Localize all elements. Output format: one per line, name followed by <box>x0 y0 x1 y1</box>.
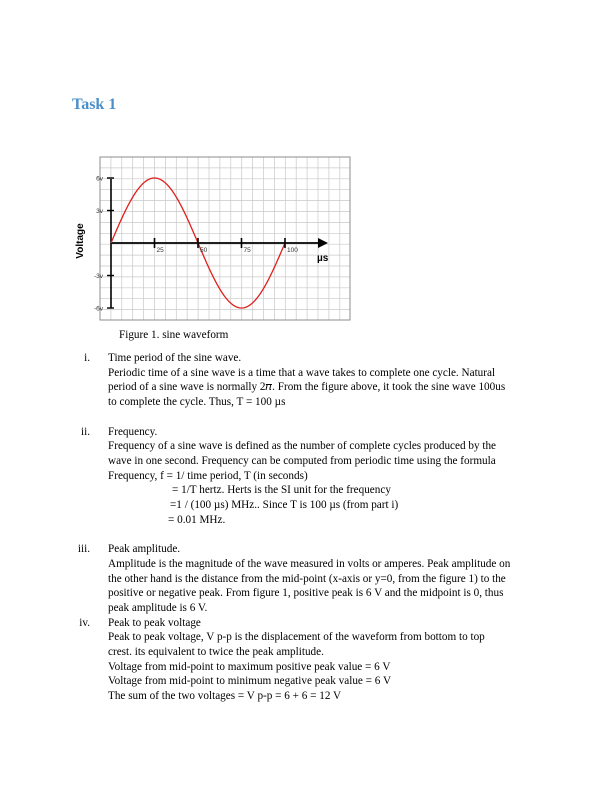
y-tick-label: -3v <box>93 273 103 280</box>
list-item <box>0 616 612 704</box>
figure-caption: Figure 1. sine waveform <box>119 329 229 341</box>
item-text-line: positive or negative peak. From figure 1, positive peak is 6 V and the midpoint is 0, thus <box>108 587 504 600</box>
item-heading: Peak to peak voltage <box>108 616 201 629</box>
item-text-line: Voltage from mid-point to maximum positive peak value = 6 V <box>108 660 391 673</box>
item-number: i. <box>84 352 90 364</box>
formula-line: = 0.01 MHz. <box>168 513 226 526</box>
x-tick-label: 25 <box>156 247 164 254</box>
chart-grid <box>100 157 350 320</box>
y-tick-label: 3v <box>96 208 103 215</box>
item-text-line: Amplitude is the magnitude of the wave measured in volts or amperes. Peak amplitude on <box>108 557 511 570</box>
item-text-line: period of a sine wave is normally 2𝜋. From the figure above, it took the sine wave 100us <box>108 381 506 394</box>
item-text-line: Frequency of a sine wave is defined as the number of complete cycles produced by the <box>108 440 497 453</box>
y-tick-label: -6v <box>93 305 103 313</box>
y-tick-label: 6v <box>96 175 103 183</box>
item-text-line: peak amplitude is 6 V. <box>108 601 208 614</box>
x-tick-label: 75 <box>243 247 251 254</box>
formula-line: = 1/T hertz. Herts is the SI unit for the frequency <box>172 484 391 497</box>
item-heading: Time period of the sine wave. <box>108 352 242 364</box>
task-heading: Task 1 <box>72 96 117 113</box>
x-axis-unit-label: µs <box>317 253 329 264</box>
item-text-line: Frequency, f = 1/ time period, T (in seconds) <box>108 469 308 482</box>
x-axis-arrowhead <box>318 238 328 248</box>
item-text-line: wave in one second. Frequency can be computed from periodic time using the formula <box>108 454 496 467</box>
item-heading: Frequency. <box>108 425 158 438</box>
item-text-line: Peak to peak voltage, V p-p is the displacement of the waveform from bottom to top <box>108 631 485 644</box>
item-heading: Peak amplitude. <box>108 543 181 556</box>
item-text-line: The sum of the two voltages = V p-p = 6 + 6 = 12 V <box>108 690 342 703</box>
x-tick-label: 100 <box>287 247 298 254</box>
x-tick-label: 50 <box>200 247 208 254</box>
item-text-line: the other hand is the distance from the mid-point (x-axis or y=0, from the figure 1) to the <box>108 572 506 585</box>
item-text-line: Periodic time of a sine wave is a time that a wave takes to complete one cycle. Natural <box>108 366 496 379</box>
item-text-line: Voltage from mid-point to minimum negative peak value = 6 V <box>108 675 392 688</box>
list-item <box>0 542 612 616</box>
item-text-line: to complete the cycle. Thus, T = 100 µs <box>108 396 286 409</box>
item-number: iv. <box>79 616 90 629</box>
chart-border <box>100 157 350 320</box>
item-number: iii. <box>77 543 90 556</box>
list-item <box>0 351 612 410</box>
item-number: ii. <box>80 425 90 438</box>
task-answers-list <box>0 351 612 704</box>
item-text-line: crest. its equivalent to twice the peak amplitude. <box>108 646 324 659</box>
list-item <box>0 425 612 528</box>
y-axis-label: Voltage <box>75 223 86 259</box>
sine-wave-chart <box>72 155 352 322</box>
formula-line: =1 / (100 µs) MHz.. Since T is 100 µs (from part i) <box>170 499 399 512</box>
